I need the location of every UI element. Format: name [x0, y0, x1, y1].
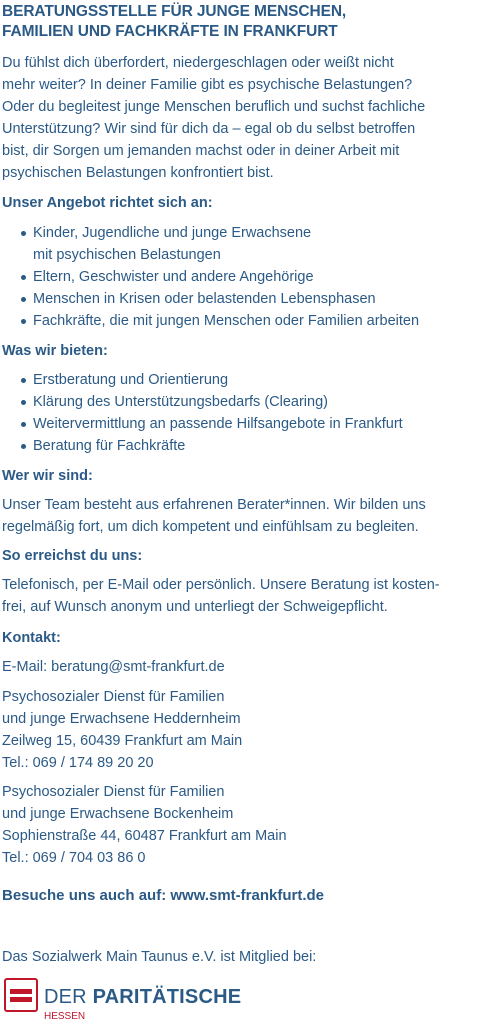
intro-paragraph	[2, 52, 482, 184]
list-item-text: mit psychischen Belastungen	[33, 247, 221, 263]
title-line-2: FAMILIEN UND FACHKRÄFTE IN FRANKFURT	[2, 23, 338, 40]
list-item	[0, 369, 403, 391]
bullet-icon	[21, 319, 26, 324]
contact-heading: Kontakt:	[2, 630, 61, 646]
list-item-text: Erstberatung und Orientierung	[33, 372, 229, 388]
team-line: Unser Team besteht aus erfahrenen Berater*innen. Wir bilden uns	[2, 497, 426, 513]
phone-line: Tel.: 069 / 174 89 20 20	[2, 755, 154, 771]
list-item-text: Klärung des Unterstützungsbedarfs (Clearing)	[33, 394, 328, 410]
list-item	[0, 413, 403, 435]
list-item-text: Kinder, Jugendliche und junge Erwachsene	[33, 225, 312, 241]
list-item	[0, 435, 403, 457]
paritaetische-mark-icon	[4, 978, 38, 1012]
team-heading: Wer wir sind:	[2, 468, 93, 484]
website-line: Besuche uns auch auf: www.smt-frankfurt.de	[2, 887, 324, 904]
intro-line: Du fühlst dich überfordert, niedergeschlagen oder weißt nicht	[2, 55, 394, 71]
intro-line: Unterstützung? Wir sind für dich da – egal ob du selbst betroffen	[2, 121, 416, 137]
bullet-icon	[21, 444, 26, 449]
intro-line: psychischen Belastungen konfrontiert bist.	[2, 165, 274, 181]
paritaetische-logo	[4, 978, 244, 1024]
bullet-icon	[21, 422, 26, 427]
logo-word-der: DER	[44, 986, 93, 1008]
address-line: Zeilweg 15, 60439 Frankfurt am Main	[2, 733, 243, 749]
list-item	[0, 266, 419, 288]
bullet-icon	[21, 231, 26, 236]
reach-heading: So erreichst du uns:	[2, 548, 143, 564]
intro-line: Oder du begleitest junge Menschen beruflich und suchst fachliche	[2, 99, 426, 115]
list-item	[0, 222, 419, 244]
office-bockenheim	[2, 781, 482, 869]
intro-line: bist, dir Sorgen um jemanden machst oder in deiner Arbeit mit	[2, 143, 400, 159]
list-item-text: Weitervermittlung an passende Hilfsangebote in Frankfurt	[33, 416, 403, 432]
email-line: E-Mail: beratung@smt-frankfurt.de	[2, 659, 225, 675]
services-list	[0, 369, 403, 457]
bullet-icon	[21, 275, 26, 280]
list-item-text: Eltern, Geschwister und andere Angehörige	[33, 269, 314, 285]
address-line: Psychosozialer Dienst für Familien	[2, 689, 225, 705]
list-item-text: Beratung für Fachkräfte	[33, 438, 186, 454]
offer-heading: Unser Angebot richtet sich an:	[2, 195, 213, 211]
address-line: Sophienstraße 44, 60487 Frankfurt am Main	[2, 828, 287, 844]
list-item-text: Fachkräfte, die mit jungen Menschen oder Familien arbeiten	[33, 313, 420, 329]
offer-list	[0, 222, 419, 332]
membership-note: Das Sozialwerk Main Taunus e.V. ist Mitglied bei:	[2, 949, 317, 965]
list-item	[0, 244, 419, 266]
list-item	[0, 310, 419, 332]
bullet-icon	[21, 297, 26, 302]
title-line-1: BERATUNGSSTELLE FÜR JUNGE MENSCHEN,	[2, 3, 347, 20]
logo-subline: HESSEN	[44, 1011, 86, 1022]
logo-word-paritaetische: PARITÄTISCHE	[92, 986, 242, 1008]
team-paragraph	[2, 494, 482, 538]
page-title	[2, 2, 346, 42]
bullet-icon	[21, 378, 26, 383]
logo-wordmark	[44, 986, 241, 1008]
phone-line: Tel.: 069 / 704 03 86 0	[2, 850, 146, 866]
list-item	[0, 391, 403, 413]
address-line: und junge Erwachsene Bockenheim	[2, 806, 234, 822]
address-line: Psychosozialer Dienst für Familien	[2, 784, 225, 800]
list-item	[0, 288, 419, 310]
services-heading: Was wir bieten:	[2, 343, 108, 359]
address-line: und junge Erwachsene Heddernheim	[2, 711, 241, 727]
bullet-icon	[21, 400, 26, 405]
intro-line: mehr weiter? In deiner Familie gibt es psychische Belastungen?	[2, 77, 413, 93]
team-line: regelmäßig fort, um dich kompetent und einfühlsam zu begleiten.	[2, 519, 419, 535]
contact-email	[2, 656, 482, 678]
list-item-text: Menschen in Krisen oder belastenden Lebensphasen	[33, 291, 376, 307]
reach-paragraph	[2, 574, 482, 618]
reach-line: frei, auf Wunsch anonym und unterliegt der Schweigepflicht.	[2, 599, 388, 615]
office-heddernheim	[2, 686, 482, 774]
reach-line: Telefonisch, per E-Mail oder persönlich. Unsere Beratung ist kosten-	[2, 577, 440, 593]
